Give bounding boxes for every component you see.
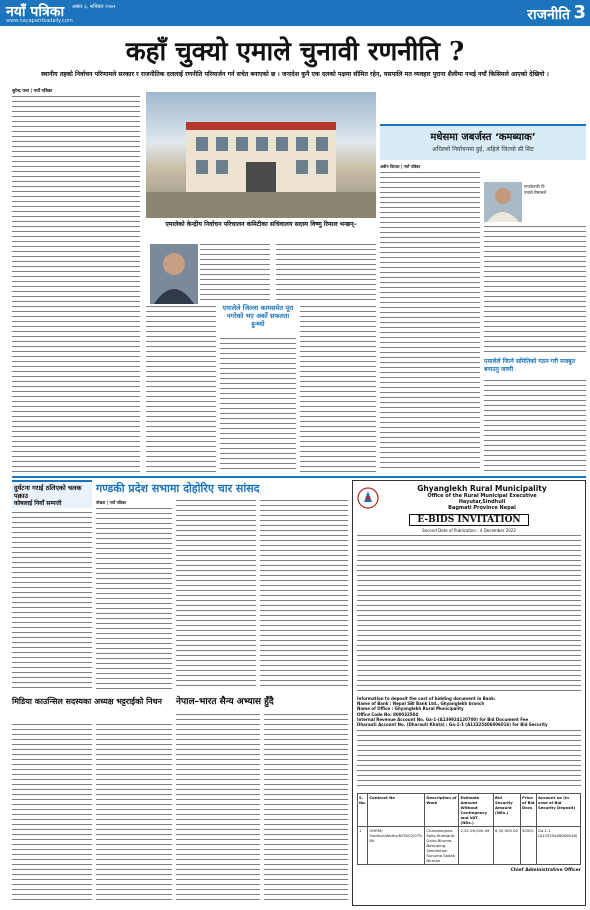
- column-header: Description of Work: [425, 794, 459, 827]
- building-photo-icon: [146, 92, 376, 218]
- lead-body-column-1: [12, 96, 140, 474]
- obituary-body-1: [12, 724, 92, 904]
- sidebar-subhead: अधिल्लो निर्वाचनमा हुई, अहिले जितयो सी सिट: [432, 146, 534, 153]
- brief-box: [12, 480, 92, 508]
- lead-body-column-4: [300, 306, 376, 472]
- contract-table: [357, 793, 581, 865]
- brief-body: [12, 512, 92, 692]
- interview-text-1: [200, 244, 270, 304]
- sidebar-body-column-3: [484, 380, 586, 472]
- issue-date: असार ३, शनिबार २०७९: [72, 4, 116, 10]
- notice-title: E-BIDS INVITATION: [409, 514, 529, 526]
- column-header: Contract No: [368, 794, 425, 827]
- office-code: Office Code No: 800032504: [357, 711, 419, 717]
- website-url: www.nayapatrikadaily.com: [6, 18, 73, 24]
- sidebar-body-column-2: [484, 226, 586, 356]
- security-account: Dharauti Account No. (Dharauti Khata) : Ga-1-1 (A13325406006016) for Bid Security: [357, 722, 548, 728]
- provincial-body-1: [96, 508, 172, 692]
- army-exercise-body-1: [176, 714, 260, 904]
- bank-name: Name of Bank : Nepal SBI Bank Ltd., Ghyanglekh branch: [357, 701, 485, 707]
- table-cell: 6,30,500.00: [494, 827, 521, 865]
- column-header: Estimate Amount Without Contingency and VAT (NRs.): [459, 794, 494, 827]
- tender-notice: [352, 480, 586, 906]
- sidebar-headline: मधेसमा जबर्जस्त ‘कमब्याक’: [430, 132, 536, 143]
- notice-header: [357, 484, 581, 511]
- notice-date-line: Second Date of Publication : 4 December 2022: [422, 528, 516, 533]
- army-exercise-headline: नेपाल–भारत सैन्य अभ्यास हुँदै: [176, 697, 274, 707]
- lead-subhead: एमालेले जिल्ला कामसमेत पूरा नगरेको भए अर्को सफलता हुन्थ्यो: [222, 304, 294, 328]
- table-row: [358, 827, 581, 865]
- lead-body-column-2: [146, 306, 216, 472]
- bank-header: Information to deposit the cost of bidding document in Bank:: [357, 696, 496, 701]
- obituary-body-2: [96, 724, 172, 904]
- lead-photo: [146, 92, 376, 218]
- notice-bank-info: [357, 696, 581, 727]
- sidebar-subhead-2: एमालेले जित्ने समितिको गठन गरी मजबुत बनाउनु जरुरी: [484, 358, 576, 373]
- newspaper-logo: नयाँ पत्रिका: [6, 4, 65, 20]
- photo-caption: एमालेको केन्द्रीय निर्वाचन परिचालन कमिटीका सचिवालय सदस्य विष्णु रिमाल भन्छन्–: [146, 218, 376, 240]
- column-header: Account no (in case of Bid Security Deposit): [537, 794, 581, 827]
- obituary-headline: मिडिया काउन्सिल सदस्यका अध्यक्ष भट्टराईको निधन: [12, 696, 162, 706]
- army-exercise-body-2: [264, 714, 348, 904]
- lead-byline: सुरेन्द्र पन्थ | नयाँ पत्रिका: [12, 89, 53, 94]
- notice-address-1: Hayutar,Sindhuli: [458, 499, 506, 505]
- notice-clauses: [357, 535, 581, 693]
- brief-headline: दुर्घटना गराई ठलिएको चलक पक्राउ: [14, 484, 82, 500]
- provincial-body-2: [176, 500, 256, 690]
- page-number: 3: [573, 2, 586, 23]
- notice-address-2: Bagmati Province Nepal: [448, 505, 516, 511]
- section-divider: [12, 476, 586, 478]
- section-name: राजनीति: [527, 7, 570, 23]
- brief-headline-2: कोषलाई नियाँ सम्पत्ती: [14, 500, 62, 507]
- notice-signature: Chief Administrative Officer: [510, 868, 581, 874]
- person-icon: [484, 182, 522, 222]
- provincial-headline: गण्डकी प्रदेश सभामा दोहोरिए चार सांसद: [96, 482, 260, 495]
- government-emblem-icon: [357, 487, 379, 509]
- table-cell: 1: [358, 827, 368, 865]
- table-cell: 5000/-: [521, 827, 537, 865]
- notice-clauses-2: [357, 730, 581, 790]
- office-name: Name of Office : Ghyanglekh Rural Municipality: [357, 706, 464, 712]
- sidebar-inset-caption: नायकेतकी पि एमाले रिमालले: [524, 184, 547, 195]
- masthead-bar: [0, 0, 590, 26]
- portrait-photo: [150, 244, 198, 304]
- table-cell: Chandangrao-Sallo-Kuretanti-Gairo-Bhume-Basipping-Sashtikhan Sunuma Sadak Nirman: [425, 827, 459, 865]
- table-cell: Ga-1-1 (A13325406006016): [537, 827, 581, 865]
- table-header-row: [358, 794, 581, 827]
- notice-org: Ghyanglekh Rural Municipality: [417, 484, 547, 493]
- sidebar-byline: अवीन धिताल | नयाँ पत्रिका: [380, 164, 421, 169]
- notice-office: Office of the Rural Municipal Executive: [427, 493, 537, 499]
- lead-headline: कहाँ चुक्यो एमाले चुनावी रणनीति ?: [125, 37, 465, 67]
- person-icon: [150, 244, 198, 304]
- provincial-body-3: [260, 500, 348, 690]
- column-header: Bid Security Amount (NRs.): [494, 794, 521, 827]
- column-header: Price of Bid Docs: [521, 794, 537, 827]
- table-cell: 2,52,26,000.49: [459, 827, 494, 865]
- lead-deck: स्थानीय तहको निर्वाचन परिणामले सरकार र राजनीतिक दललाई रणनीति परिमार्जन गर्न सचेत बनाएको छ । जनादेश कुनै एक दलको पक्षमा सीमित रहेन, यसपालि मत व्यवहार पुराना शैलीमा नभई नयाँ किसिमले आएको देखियो ।: [41, 71, 549, 78]
- sidebar-body-column-1: [380, 172, 480, 472]
- interview-text-2: [276, 244, 376, 304]
- provincial-byline: पोखरा | नयाँ पत्रिका: [96, 500, 127, 505]
- column-header: S. No.: [358, 794, 368, 827]
- sidebar-header-box: [380, 124, 586, 160]
- table-cell: GHRM/ Sindhuli/Works/NCB/02/079-80: [368, 827, 425, 865]
- revenue-account: Internal Revenue Account No. Ga-1-(A139924120700) for Bid Document Fee: [357, 716, 529, 722]
- sidebar-inset-photo: [484, 182, 522, 222]
- lead-body-column-3: [220, 338, 296, 472]
